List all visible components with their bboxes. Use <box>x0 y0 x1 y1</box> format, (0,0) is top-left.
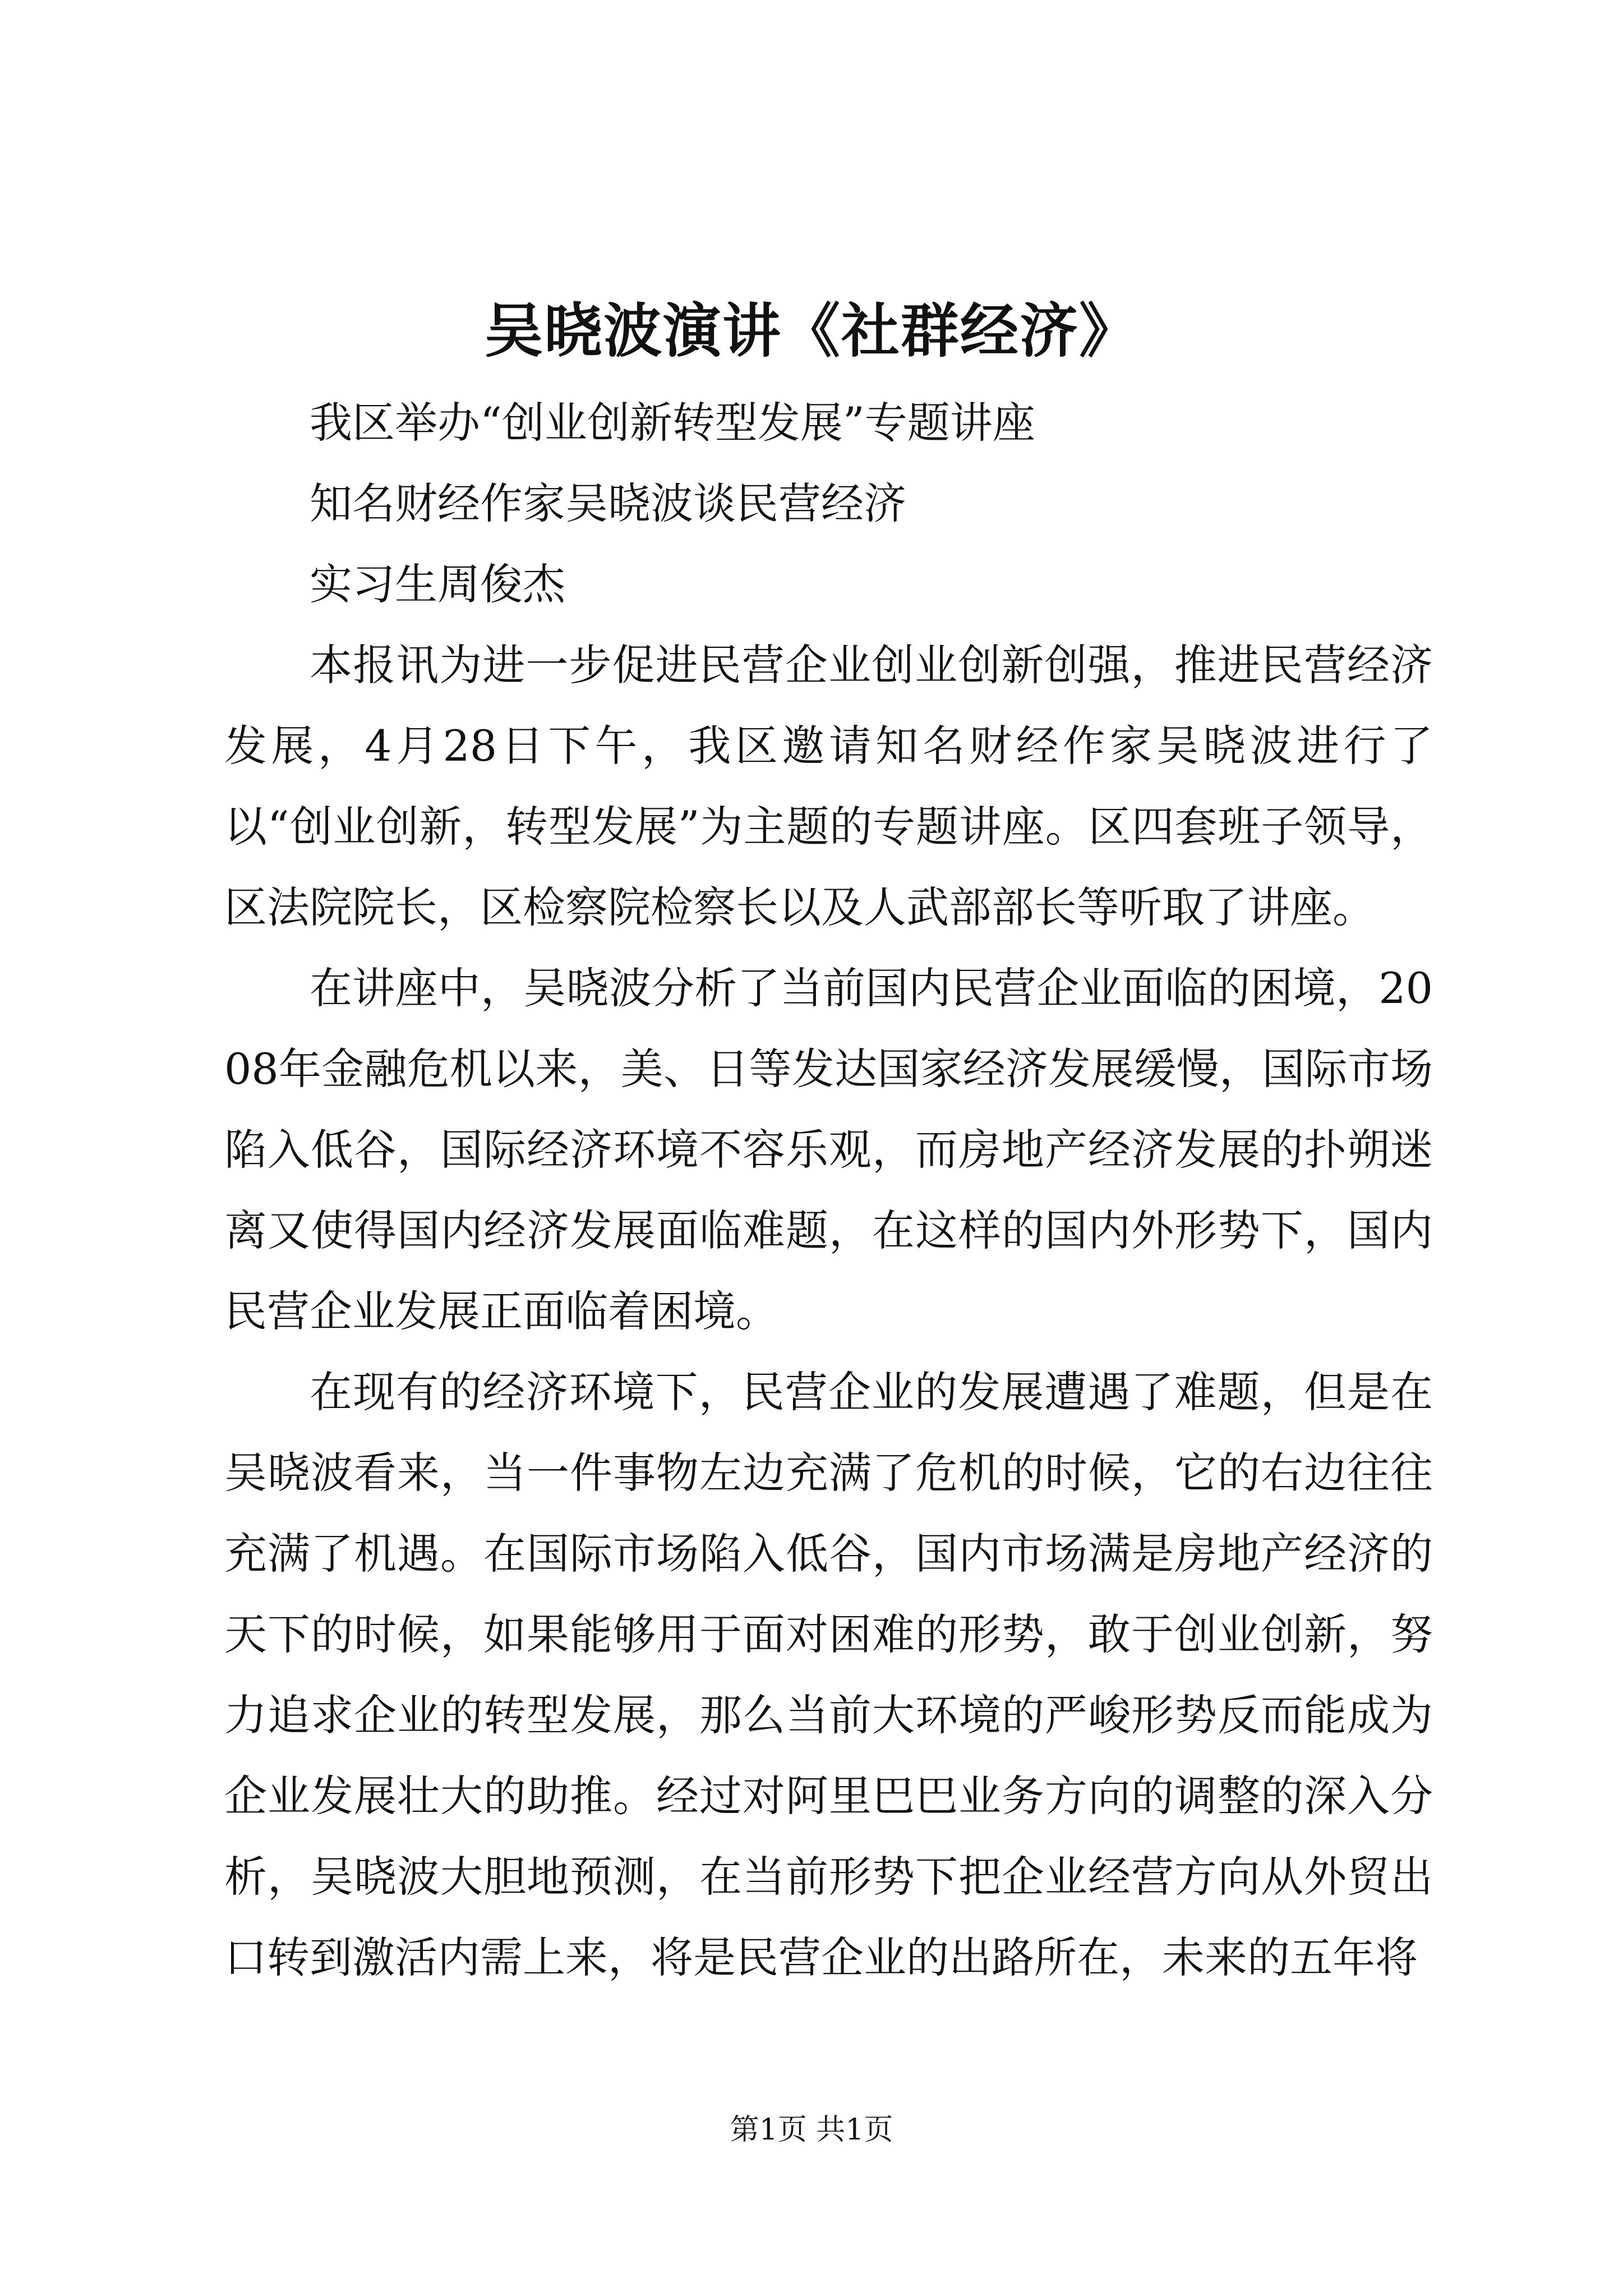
body-paragraph: 本报讯为进一步促进民营企业创业创新创强，推进民营经济发展，4月28日下午，我区邀请知名财经作家吴晓波进行了以“创业创新，转型发展”为主题的专题讲座。区四套班子领导，区法院院长，区检察院检察长以及人武部部长等听取了讲座。 <box>224 640 1433 932</box>
subtitle-event: 我区举办“创业创新转型发展”专题讲座 <box>310 398 1035 448</box>
subtitle-topic: 知名财经作家吴晓波谈民营经济 <box>310 478 906 528</box>
author-byline: 实习生周俊杰 <box>310 559 565 609</box>
body-paragraph: 在讲座中，吴晓波分析了当前国内民营企业面临的困境，2008年金融危机以来，美、日等发达国家经济发展缓慢，国际市场陷入低谷，国际经济环境不容乐观，而房地产经济发展的扑朔迷离又使得国内经济发展面临难题，在这样的国内外形势下，国内民营企业发展正面临着困境。 <box>224 963 1433 1336</box>
page-number-footer: 第1页 共1页 <box>730 2113 893 2147</box>
document-title: 吴晓波演讲《社群经济》 <box>484 296 1138 365</box>
body-paragraph: 在现有的经济环境下，民营企业的发展遭遇了难题，但是在吴晓波看来，当一件事物左边充满了危机的时候，它的右边往往充满了机遇。在国际市场陷入低谷，国内市场满是房地产经济的天下的时候，如果能够用于面对困难的形势，敢于创业创新，努力追求企业的转型发展，那么当前大环境的严峻形势反而能成为企业发展壮大的助推。经过对阿里巴巴业务方向的调整的深入分析，吴晓波大胆地预测，在当前形势下把企业经营方向从外贸出口转到激活内需上来，将是民营企业的出路所在，未来的五年将 <box>224 1367 1433 1982</box>
document-body <box>224 383 1433 1998</box>
